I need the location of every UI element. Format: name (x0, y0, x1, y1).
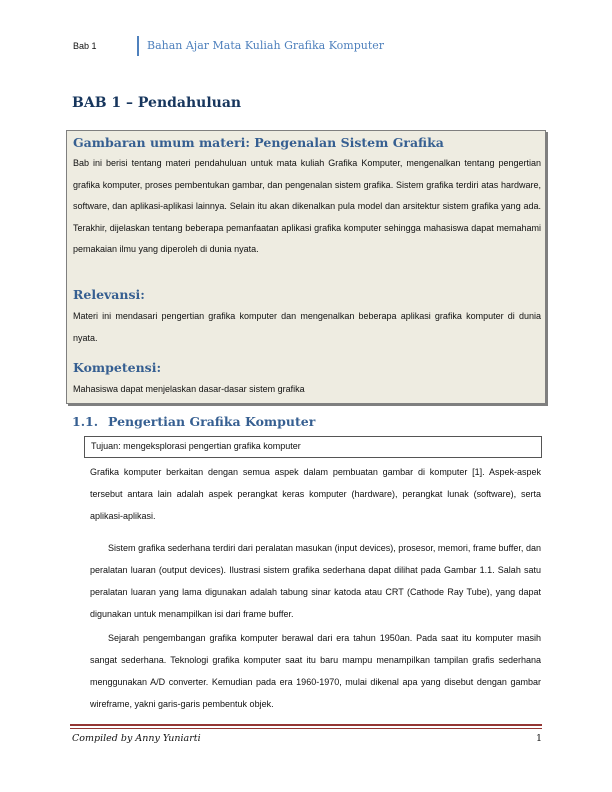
book-title: Bahan Ajar Mata Kuliah Grafika Komputer (147, 39, 385, 52)
chapter-title: BAB 1 – Pendahuluan (72, 95, 242, 111)
footer-author: Compiled by Anny Yuniarti (72, 733, 201, 744)
footer-rule (70, 724, 542, 726)
page-number: 1 (535, 733, 542, 744)
paragraph-3: Sejarah pengembangan grafika komputer berawal dari era tahun 1950an. Pada saat itu komputer masih sangat sederhana. Teknologi grafika komputer saat itu baru mampu menampilkan tampilan grafis sederhana menggunakan A/D converter. Kemudian pada era 1960-1970, mulai dikenal apa yang disebut dengan gambar wireframe, yakni garis-garis pembentuk objek. (90, 633, 541, 709)
section-heading: Pengertian Grafika Komputer (108, 414, 316, 429)
relevance-heading: Relevansi: (73, 287, 145, 302)
header-divider (137, 36, 139, 56)
competence-heading: Kompetensi: (73, 360, 162, 375)
section-goal-box: Tujuan: mengeksplorasi pengertian grafika komputer (84, 436, 542, 458)
overview-text: Bab ini berisi tentang materi pendahuluan untuk mata kuliah Grafika Komputer, mengenalkan tentang pengertian grafika komputer, proses pembentukan gambar, dan pengenalan sistem grafika. Sistem grafika terdiri atas hardware, software, dan aplikasi-aplikasi lainnya. Selain itu akan dikenalkan pula model dan arsitektur sistem grafika yang ada. Terakhir, dijelaskan tentang beberapa pemanfaatan aplikasi grafika komputer sehingga mahasiswa dapat memahami pemakaian ilmu yang diperoleh di dunia nyata. (73, 158, 541, 254)
footer-rule-thin (70, 728, 542, 729)
overview-heading: Gambaran umum materi: Pengenalan Sistem Grafika (73, 135, 444, 150)
relevance-text: Materi ini mendasari pengertian grafika komputer dan mengenalkan beberapa aplikasi grafika komputer di dunia nyata. (73, 311, 541, 343)
section-number: 1.1. (72, 414, 99, 429)
paragraph-1: Grafika komputer berkaitan dengan semua aspek dalam pembuatan gambar di komputer [1]. Aspek-aspek tersebut antara lain adalah aspek perangkat keras komputer (hardware), perangkat lunak (software), serta aplikasi-aplikasi. (90, 467, 541, 521)
competence-text: Mahasiswa dapat menjelaskan dasar-dasar sistem grafika (73, 384, 305, 394)
chapter-tag: Bab 1 (73, 41, 97, 51)
summary-box (66, 130, 546, 404)
section-title (72, 414, 315, 429)
page-header (73, 36, 543, 58)
paragraph-2: Sistem grafika sederhana terdiri dari peralatan masukan (input devices), prosesor, memori, frame buffer, dan peralatan luaran (output devices). Ilustrasi sistem grafika sederhana dapat dilihat pada Gambar 1.1. Salah satu peralatan luaran yang lama digunakan adalah tabung sinar katoda atau CRT (Cathode Ray Tube), yang dapat digunakan untuk menampilkan isi dari frame buffer. (90, 543, 541, 619)
